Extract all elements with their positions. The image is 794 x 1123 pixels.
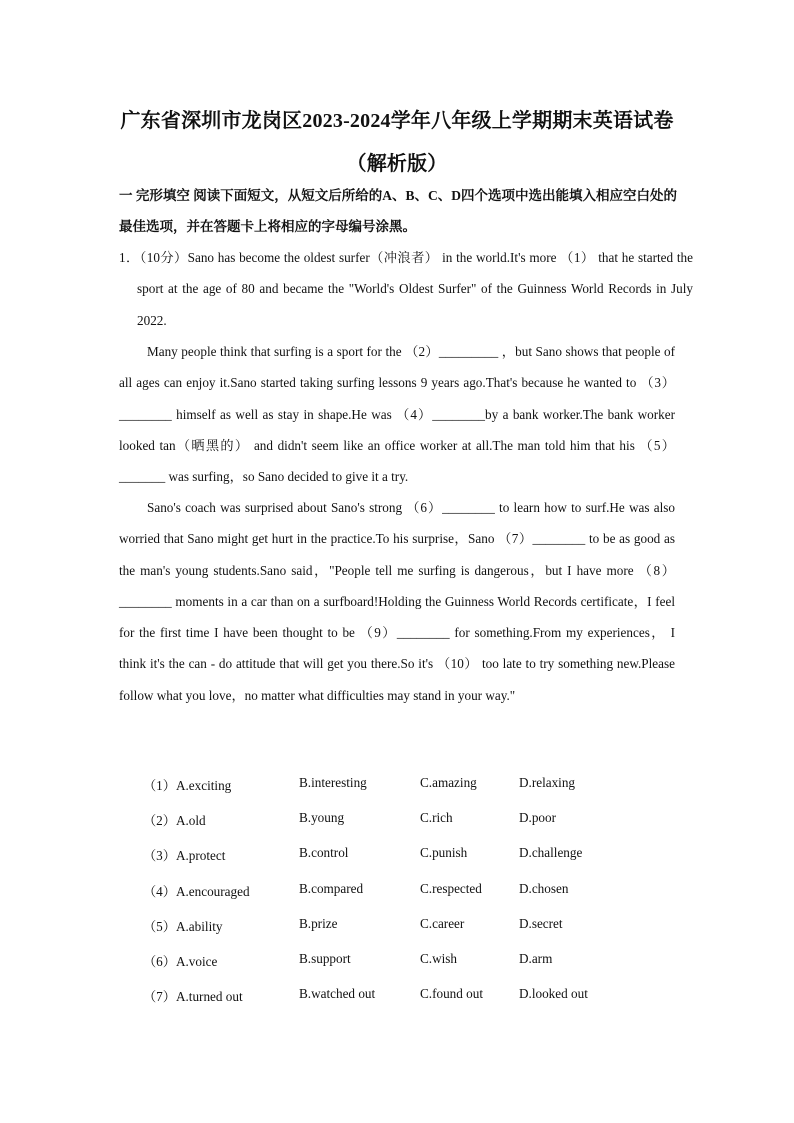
option-d: D.arm (519, 950, 553, 966)
option-c: C.found out (420, 986, 484, 1002)
option-row (143, 951, 663, 986)
option-d: D.relaxing (519, 775, 576, 790)
page-subtitle: （解析版） (346, 153, 448, 175)
option-b: B.young (299, 810, 345, 826)
option-row (143, 986, 663, 1021)
option-c: C.amazing (420, 775, 477, 790)
option-d: D.challenge (519, 845, 583, 861)
option-b: B.interesting (299, 775, 367, 790)
option-a: （2）A.old (143, 813, 206, 829)
option-a: （5）A.ability (143, 918, 223, 934)
question-paragraph-2: Many people think that surfing is a sport for the （2）_________ ，but Sano shows that people of all ages can enjoy it.Sano started taking surfing lessons 9 years ago.That's because he wanted to （3）________ himself as well as stay in shape.He was （4）________by a bank worker.The bank worker looked tan（晒黑的） and didn't seem like an office worker at all.The man told him that his （5）_______ was surfing，so Sano decided to give it a try. (119, 344, 675, 485)
option-c: C.respected (420, 880, 482, 896)
question-paragraph-1: 1．（10分）Sano has become the oldest surfer（冲浪者） in the world.It's more （1） that he started the sport at the age of 80 and became the "World's Oldest Surfer" of the Guinness World Records in July 2022. (119, 250, 693, 328)
option-row (143, 881, 663, 916)
option-d: D.chosen (519, 880, 569, 896)
option-a: （4）A.encouraged (143, 883, 250, 899)
option-b: B.prize (299, 915, 338, 931)
option-row (143, 775, 663, 810)
section-heading: 一 完形填空 阅读下面短文，从短文后所给的A、B、C、D四个选项中选出能填入相应空白处的最佳选项，并在答题卡上将相应的字母编号涂黑。 (119, 188, 678, 234)
option-d: D.secret (519, 915, 563, 931)
options-list (143, 775, 663, 1021)
option-a: （1）A.exciting (143, 778, 232, 793)
option-d: D.poor (519, 810, 556, 826)
option-a: （3）A.protect (143, 848, 226, 864)
option-row (143, 845, 663, 880)
option-b: B.support (299, 950, 351, 966)
option-b: B.compared (299, 880, 364, 896)
page-title: 广东省深圳市龙岗区2023-2024学年八年级上学期期末英语试卷 (120, 110, 674, 132)
option-b: B.control (299, 845, 349, 861)
option-c: C.punish (420, 845, 468, 861)
option-a: （6）A.voice (143, 953, 218, 969)
option-a: （7）A.turned out (143, 989, 243, 1005)
option-b: B.watched out (299, 986, 376, 1002)
option-d: D.looked out (519, 986, 588, 1002)
option-c: C.wish (420, 950, 458, 966)
question-paragraph-3: Sano's coach was surprised about Sano's strong （6）________ to learn how to surf.He was also worried that Sano might get hurt in the practice.To his surprise，Sano （7）________ to be as good as the man's young students.Sano said，"People tell me surfing is dangerous，but I have more （8）________ moments in a car than on a surfboard!Holding the Guinness World Records certificate，I feel for the first time I have been thought to be （9）________ for something.From my experiences， I think it's the can - do attitude that will get you there.So it's （10） too late to try something new.Please follow what you love，no matter what difficulties may stand in your way." (119, 500, 675, 703)
option-c: C.career (420, 915, 465, 931)
option-row (143, 810, 663, 845)
option-row (143, 916, 663, 951)
option-c: C.rich (420, 810, 453, 826)
